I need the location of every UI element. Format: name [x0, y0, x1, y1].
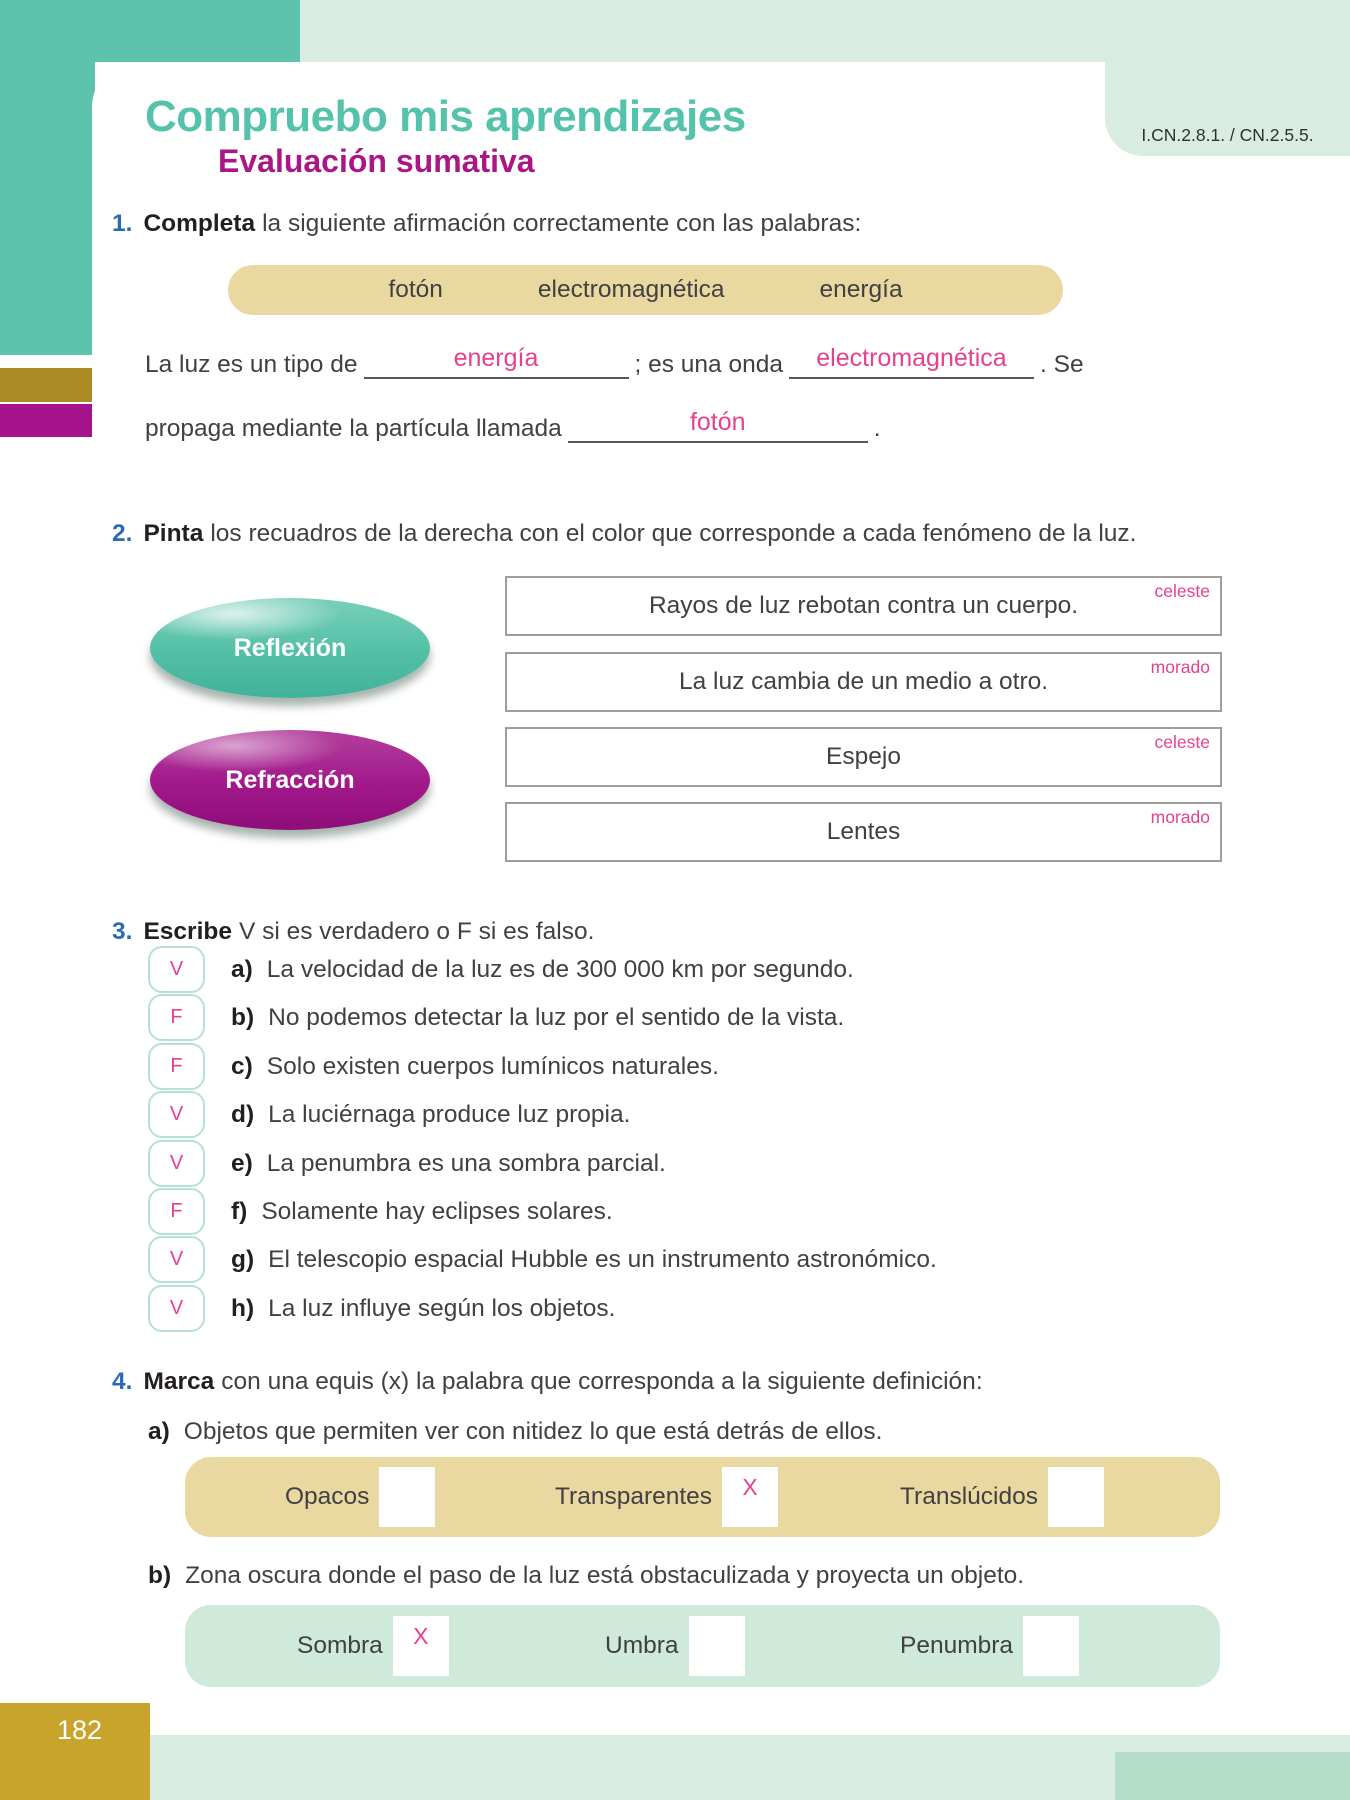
paint-box-4[interactable]	[505, 802, 1222, 862]
paint-box-answer: morado	[1150, 657, 1210, 677]
tf-text: La velocidad de la luz es de 300 000 km por segundo.	[266, 955, 854, 983]
q4b-definition	[148, 1562, 1024, 1590]
tf-letter: a)	[231, 955, 253, 983]
word-bank-word: electromagnética	[537, 276, 725, 303]
q2-header	[112, 520, 1137, 548]
q4a-letter: a)	[148, 1418, 170, 1445]
tf-row-g	[148, 1236, 937, 1283]
q4-verb: Marca	[143, 1368, 215, 1395]
reflexion-oval	[150, 598, 430, 698]
answer-blank-energia[interactable]: energía	[364, 344, 629, 379]
option-label: Transparentes	[555, 1483, 713, 1510]
q2-instruction: los recuadros de la derecha con el color que corresponde a cada fenómeno de la luz.	[210, 520, 1137, 547]
tf-answer-box[interactable]: V	[148, 1236, 205, 1283]
tf-text: La luciérnaga produce luz propia.	[268, 1100, 631, 1128]
tf-text: La penumbra es una sombra parcial.	[266, 1149, 666, 1177]
option-checkbox[interactable]	[379, 1467, 435, 1527]
q3-number: 3.	[112, 918, 133, 945]
tf-answer-box[interactable]: V	[148, 1091, 205, 1138]
q4-number: 4.	[112, 1368, 133, 1395]
q2-number: 2.	[112, 520, 133, 547]
paint-box-2[interactable]	[505, 652, 1222, 712]
tf-text: La luz influye según los objetos.	[268, 1294, 616, 1322]
q1-sentence-line1	[145, 344, 1084, 379]
q3-instruction: V si es verdadero o F si es falso.	[238, 918, 595, 945]
refraccion-label: Refracción	[225, 765, 355, 794]
tf-letter: e)	[231, 1149, 253, 1177]
answer-blank-foton[interactable]: fotón	[568, 408, 868, 443]
tf-letter: h)	[231, 1294, 255, 1322]
tf-answer-box[interactable]: V	[148, 1285, 205, 1332]
paint-box-text: Rayos de luz rebotan contra un cuerpo.	[648, 592, 1078, 619]
tf-letter: c)	[231, 1052, 253, 1080]
tf-text: Solo existen cuerpos lumínicos naturales.	[266, 1052, 719, 1080]
option-label: Penumbra	[900, 1632, 1014, 1659]
q4a-text: Objetos que permiten ver con nitidez lo que está detrás de ellos.	[183, 1418, 883, 1445]
option-label: Translúcidos	[900, 1483, 1038, 1510]
paint-box-answer: morado	[1150, 807, 1210, 827]
tf-text: No podemos detectar la luz por el sentido de la vista.	[268, 1003, 845, 1031]
option-opacos	[285, 1457, 435, 1537]
tf-text: El telescopio espacial Hubble es un instrumento astronómico.	[268, 1245, 937, 1273]
sentence-text: La luz es un tipo de	[145, 351, 358, 378]
option-checkbox[interactable]	[722, 1467, 778, 1527]
q1-sentence-line2	[145, 408, 881, 443]
left-teal-decoration	[0, 0, 95, 355]
paint-box-3[interactable]	[505, 727, 1222, 787]
tf-row-c	[148, 1043, 719, 1090]
tf-answer-box[interactable]: F	[148, 994, 205, 1041]
tf-letter: b)	[231, 1003, 255, 1031]
option-transparentes	[555, 1457, 778, 1537]
q1-number: 1.	[112, 210, 133, 237]
paint-box-1[interactable]	[505, 576, 1222, 636]
option-mark: X	[413, 1623, 429, 1649]
option-label: Opacos	[285, 1483, 370, 1510]
page-number-block	[0, 1703, 150, 1800]
page-number: 182	[57, 1715, 103, 1745]
tf-text: Solamente hay eclipses solares.	[261, 1197, 613, 1225]
q3-header	[112, 918, 594, 946]
gold-accent-bar	[0, 368, 93, 402]
q2-verb: Pinta	[143, 520, 204, 547]
tf-row-a	[148, 946, 854, 993]
tf-answer-box[interactable]: V	[148, 946, 205, 993]
reflexion-label: Reflexión	[233, 633, 347, 662]
standard-code: I.CN.2.8.1. / CN.2.5.5.	[1141, 125, 1314, 145]
tf-answer-box[interactable]: V	[148, 1140, 205, 1187]
q3-verb: Escribe	[143, 918, 232, 945]
option-checkbox[interactable]	[1023, 1616, 1079, 1676]
tf-row-b	[148, 994, 844, 1041]
q4-header	[112, 1368, 983, 1396]
option-mark: X	[742, 1474, 758, 1500]
tf-row-d	[148, 1091, 630, 1138]
sentence-text: propaga mediante la partícula llamada	[145, 415, 562, 442]
sentence-text: .	[873, 415, 881, 442]
tf-row-h	[148, 1285, 615, 1332]
paint-box-text: La luz cambia de un medio a otro.	[678, 668, 1049, 695]
q4b-option-band	[185, 1605, 1220, 1687]
tf-row-f	[148, 1188, 613, 1235]
q4b-text: Zona oscura donde el paso de la luz está obstaculizada y proyecta un objeto.	[185, 1562, 1025, 1589]
paint-box-text: Espejo	[826, 743, 901, 770]
option-umbra	[605, 1605, 745, 1687]
sentence-text: . Se	[1039, 351, 1084, 378]
tf-letter: g)	[231, 1245, 255, 1273]
q1-header	[112, 210, 861, 238]
option-translucidos	[900, 1457, 1104, 1537]
q4a-definition	[148, 1418, 882, 1446]
q1-verb: Completa	[143, 210, 256, 237]
paint-box-text: Lentes	[826, 818, 901, 845]
word-bank-word: fotón	[388, 276, 443, 303]
q4b-letter: b)	[148, 1562, 172, 1589]
answer-blank-electromagnetica[interactable]: electromagnética	[789, 344, 1034, 379]
magenta-accent-bar	[0, 404, 93, 437]
option-sombra	[297, 1605, 449, 1687]
q1-instruction: la siguiente afirmación correctamente con las palabras:	[262, 210, 862, 237]
option-checkbox[interactable]	[1048, 1467, 1104, 1527]
tf-letter: f)	[231, 1197, 248, 1225]
page-title: Compruebo mis aprendizajes	[145, 92, 746, 141]
footer-teal-block	[1115, 1752, 1350, 1800]
option-checkbox[interactable]	[393, 1616, 449, 1676]
tf-answer-box[interactable]: F	[148, 1043, 205, 1090]
tf-letter: d)	[231, 1100, 255, 1128]
standard-code-tab	[1105, 0, 1350, 156]
q4-instruction: con una equis (x) la palabra que corresponda a la siguiente definición:	[221, 1368, 983, 1395]
refraccion-oval	[150, 730, 430, 830]
paint-box-answer: celeste	[1154, 581, 1210, 601]
q4a-option-band	[185, 1457, 1220, 1537]
paint-box-answer: celeste	[1154, 732, 1210, 752]
option-label: Sombra	[297, 1632, 383, 1659]
option-label: Umbra	[605, 1632, 679, 1659]
page-subtitle: Evaluación sumativa	[218, 143, 535, 179]
word-bank-word: energía	[819, 276, 903, 303]
tf-answer-box[interactable]: F	[148, 1188, 205, 1235]
tf-row-e	[148, 1140, 666, 1187]
option-checkbox[interactable]	[689, 1616, 745, 1676]
sentence-text: ; es una onda	[634, 351, 783, 378]
word-bank	[228, 265, 1063, 315]
option-penumbra	[900, 1605, 1079, 1687]
